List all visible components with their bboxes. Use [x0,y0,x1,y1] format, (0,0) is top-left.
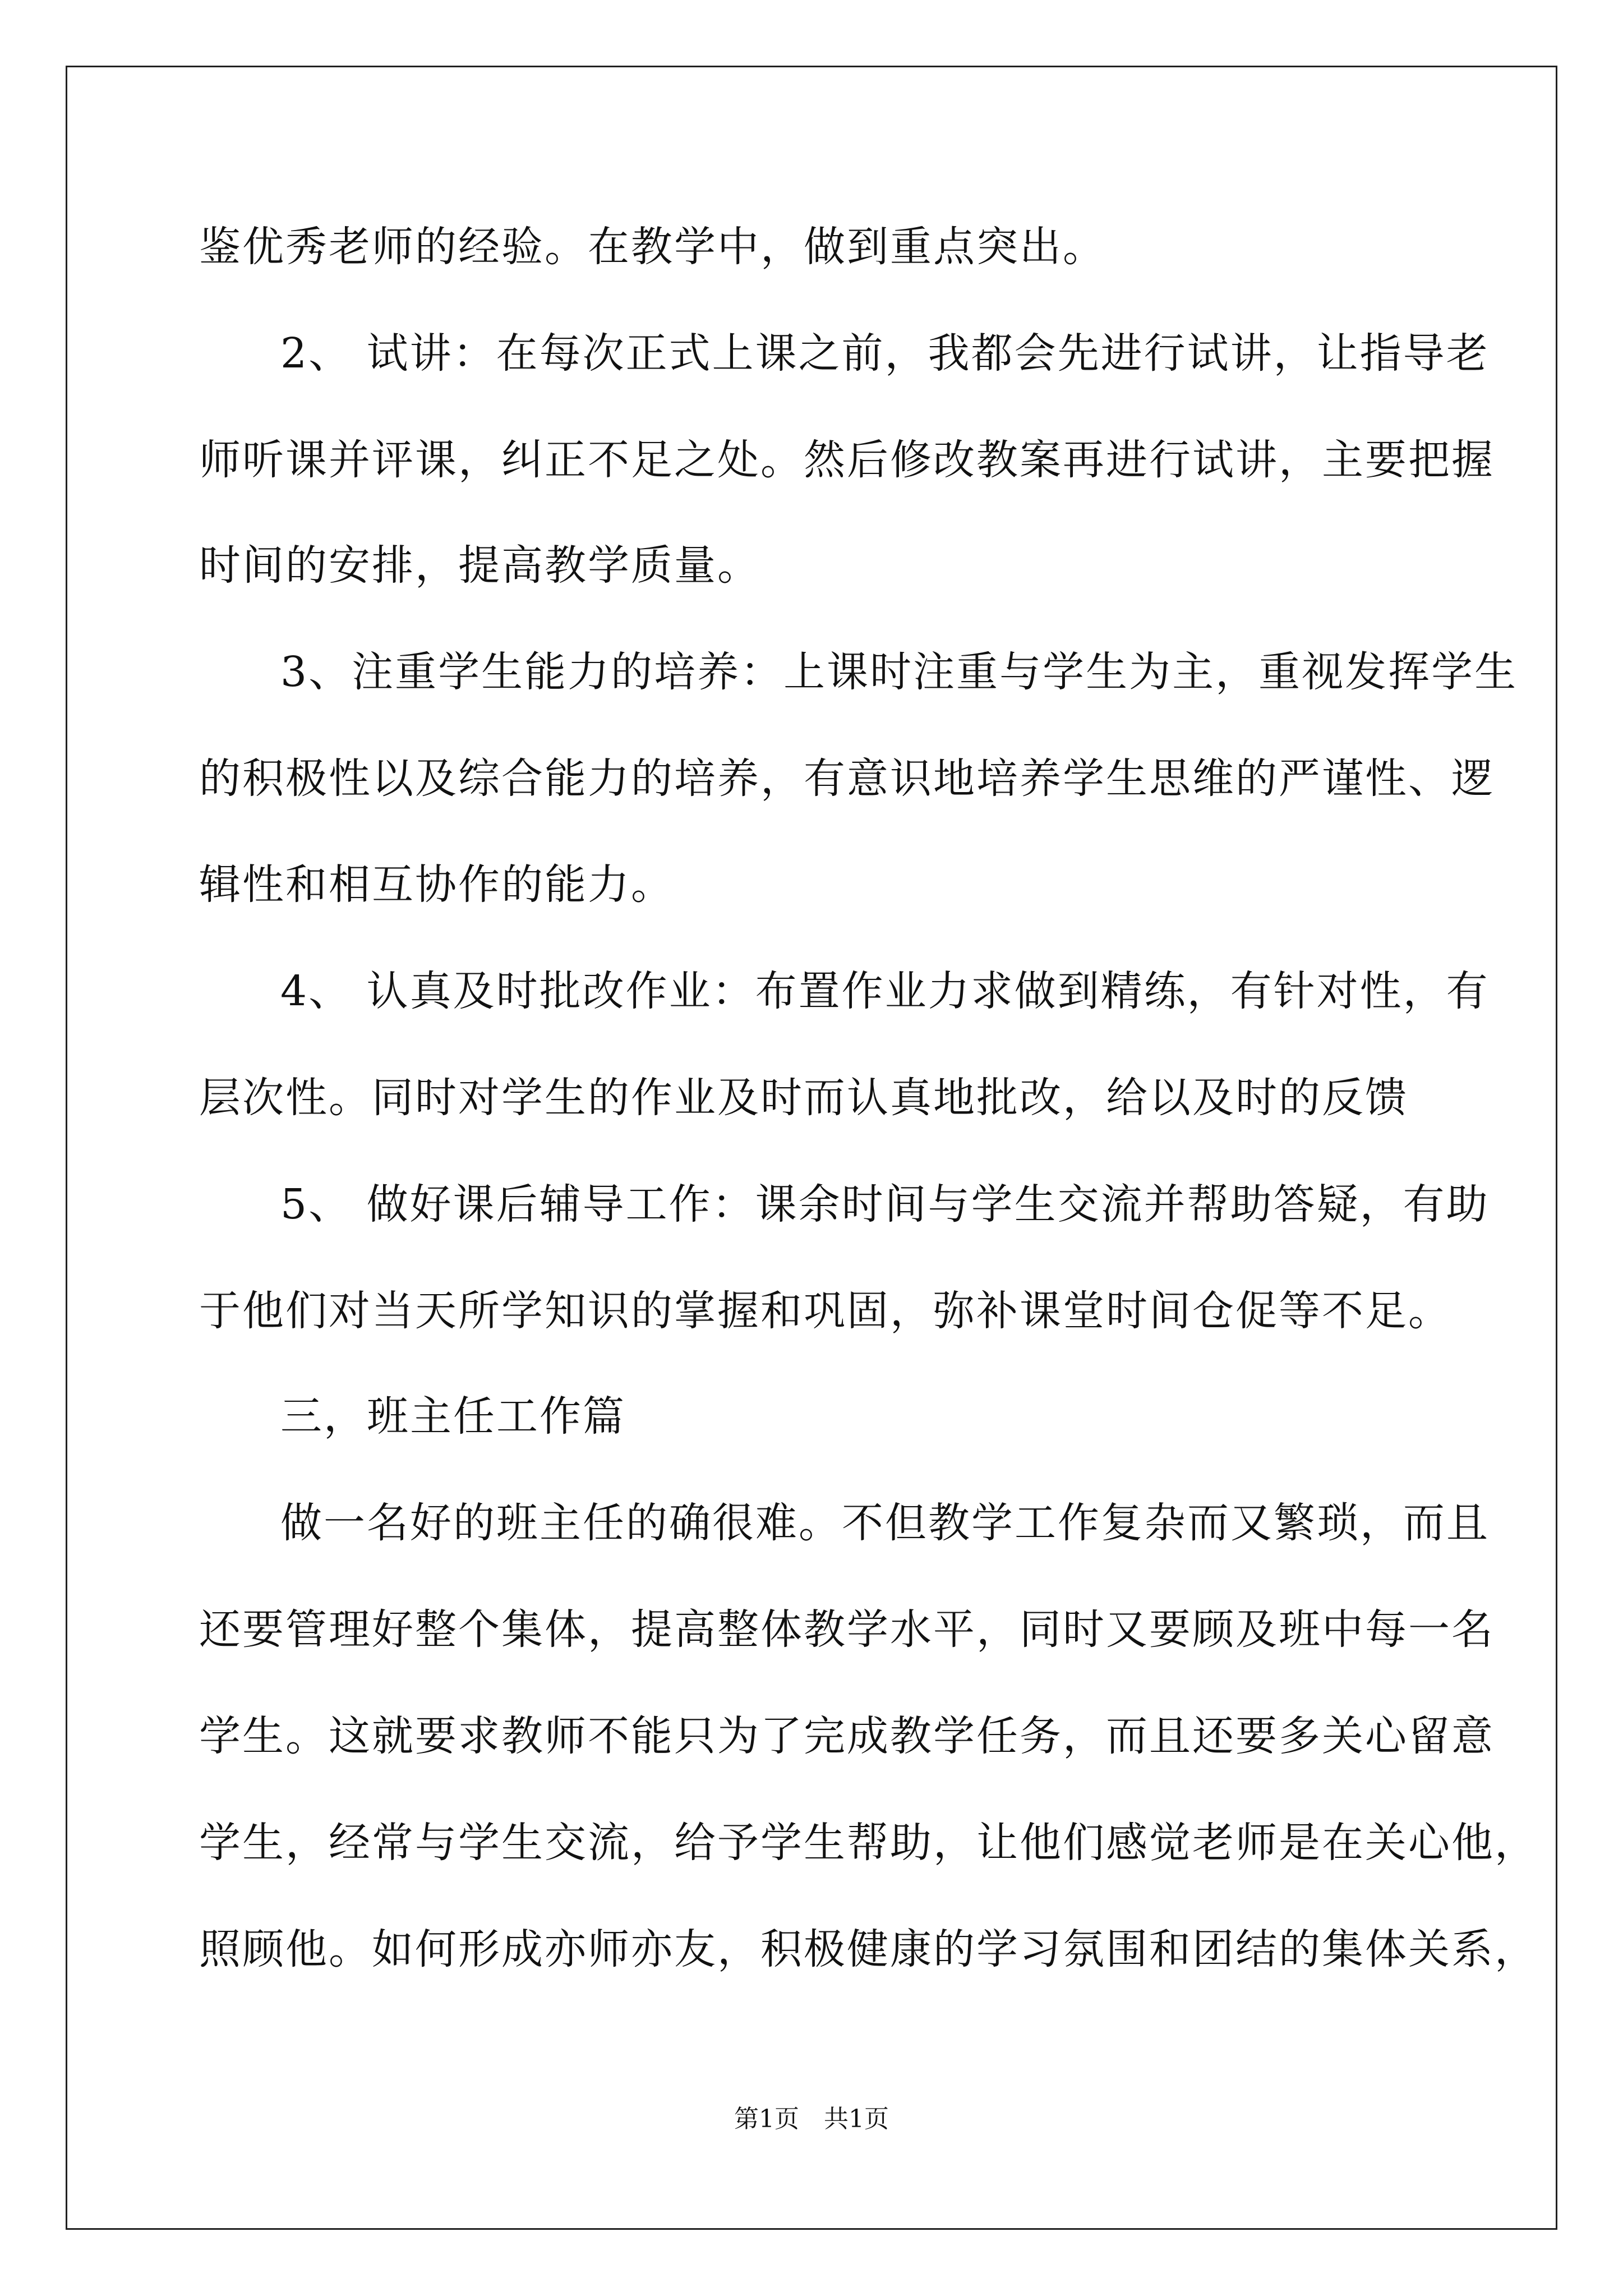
text-line: 3、注重学生能力的培养：上课时注重与学生为主，重视发挥学生 [280,648,1518,696]
text-line: 层次性。同时对学生的作业及时而认真地批改，给以及时的反馈 [199,1074,1408,1122]
text-line: 还要管理好整个集体，提高整体教学水平，同时又要顾及班中每一名 [199,1605,1495,1654]
text-line: 的积极性以及综合能力的培养，有意识地培养学生思维的严谨性、逻 [199,754,1495,803]
text-line: 学生，经常与学生交流，给予学生帮助，让他们感觉老师是在关心他， [199,1819,1538,1867]
text-line: 于他们对当天所学知识的掌握和巩固，弥补课堂时间仓促等不足。 [199,1287,1451,1335]
text-line: 做一名好的班主任的确很难。不但教学工作复杂而又繁琐，而且 [280,1499,1490,1547]
section-heading: 三，班主任工作篇 [280,1392,626,1441]
text-line: 4、 认真及时批改作业：布置作业力求做到精练，有针对性，有 [280,967,1490,1015]
text-line: 时间的安排，提高教学质量。 [199,541,760,590]
text-line: 鉴优秀老师的经验。在教学中，做到重点突出。 [199,223,1106,271]
text-line: 2、 试讲：在每次正式上课之前，我都会先进行试讲，让指导老 [280,329,1490,378]
text-line: 5、 做好课后辅导工作：课余时间与学生交流并帮助答疑，有助 [280,1180,1490,1228]
text-line: 照顾他。如何形成亦师亦友，积极健康的学习氛围和团结的集体关系， [199,1925,1538,1973]
text-line: 辑性和相互协作的能力。 [199,861,674,909]
page-frame [66,66,1557,2230]
page-number-footer: 第1页 共1页 [734,2105,889,2133]
text-line: 师听课并评课，纠正不足之处。然后修改教案再进行试讲，主要把握 [199,436,1495,484]
text-line: 学生。这就要求教师不能只为了完成教学任务，而且还要多关心留意 [199,1712,1495,1760]
